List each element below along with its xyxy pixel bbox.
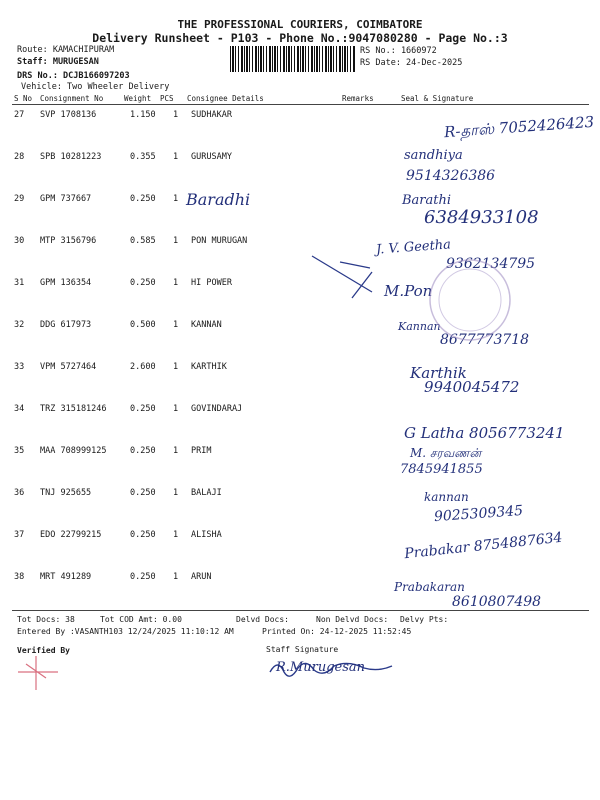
row-weight: 0.250 — [130, 194, 156, 204]
row-sno: 37 — [14, 530, 25, 540]
handwritten-signature: sandhiya — [404, 148, 463, 163]
row-consignment: SVP 1708136 — [40, 110, 97, 120]
total-docs: Tot Docs: 38 — [17, 615, 75, 624]
row-consignment: TRZ 315181246 — [40, 404, 107, 414]
row-consignment: MTP 3156796 — [40, 236, 97, 246]
handwritten-phone: 9940045472 — [424, 378, 520, 396]
row-consignee: HI POWER — [191, 278, 232, 288]
col-sno: S No — [14, 94, 33, 103]
staff-signature-label: Staff Signature — [266, 645, 339, 654]
row-weight: 0.250 — [130, 572, 156, 582]
entered-by: Entered By :VASANTH103 12/24/2025 11:10:12 AM — [17, 627, 234, 636]
staff-handwritten-signature: R.Murugesan — [276, 660, 366, 675]
row-sno: 34 — [14, 404, 25, 414]
row-consignee: ARUN — [191, 572, 212, 582]
handwritten-phone: 8677773718 — [440, 332, 530, 348]
row-consignee: PON MURUGAN — [191, 236, 248, 246]
runsheet-title: Delivery Runsheet - P103 - Phone No.:9047080280 - Page No.:3 — [92, 31, 508, 45]
row-weight: 0.585 — [130, 236, 156, 246]
office-stamp — [430, 260, 510, 340]
rs-number: RS No.: 1660972 — [360, 46, 437, 56]
row-consignment: MRT 491289 — [40, 572, 92, 582]
row-pcs: 1 — [173, 194, 179, 204]
col-seal-signature: Seal & Signature — [401, 94, 474, 103]
handwritten-signature: Prabakar 8754887634 — [403, 529, 564, 563]
row-pcs: 1 — [173, 404, 179, 414]
row-pcs: 1 — [173, 488, 179, 498]
row-consignment: DDG 617973 — [40, 320, 92, 330]
handwritten-name: Baradhi — [186, 190, 251, 209]
verified-by-label: Verified By — [17, 646, 70, 655]
row-sno: 29 — [14, 194, 25, 204]
row-consignee: ALISHA — [191, 530, 222, 540]
handwritten-signature: R-தாஸ் 7052426423 — [443, 112, 595, 142]
row-consignee: KANNAN — [191, 320, 222, 330]
handwritten-signature: Barathi — [402, 193, 452, 208]
row-sno: 36 — [14, 488, 25, 498]
col-weight: Weight — [124, 94, 152, 103]
row-sno: 28 — [14, 152, 25, 162]
handwritten-signature: kannan — [424, 490, 469, 504]
row-pcs: 1 — [173, 278, 179, 288]
row-weight: 0.250 — [130, 404, 156, 414]
row-weight: 0.250 — [130, 278, 156, 288]
row-consignment: GPM 136354 — [40, 278, 92, 288]
row-pcs: 1 — [173, 152, 179, 162]
handwritten-signature: Prabakaran — [394, 580, 465, 594]
handwritten-phone: 9025309345 — [433, 502, 524, 526]
route-text: Route: KAMACHIPURAM — [17, 45, 115, 55]
row-pcs: 1 — [173, 362, 179, 372]
verified-signature-mark — [18, 656, 58, 690]
row-weight: 0.355 — [130, 152, 156, 162]
non-delivered-docs: Non Delvd Docs: — [316, 615, 389, 624]
row-weight: 1.150 — [130, 110, 156, 120]
row-pcs: 1 — [173, 572, 179, 582]
footer-divider — [12, 610, 589, 611]
row-weight: 0.250 — [130, 530, 156, 540]
row-sno: 31 — [14, 278, 25, 288]
handwritten-phone: 9514326386 — [406, 168, 496, 184]
row-weight: 2.600 — [130, 362, 156, 372]
rs-date: RS Date: 24-Dec-2025 — [360, 58, 463, 68]
row-pcs: 1 — [173, 530, 179, 540]
row-consignee: KARTHIK — [191, 362, 227, 372]
handwritten-signature: Karthik — [410, 364, 467, 382]
row-sno: 38 — [14, 572, 25, 582]
vehicle-text: Vehicle: Two Wheeler Delivery — [21, 82, 170, 92]
company-title: THE PROFESSIONAL COURIERS, COIMBATORE — [177, 18, 423, 31]
pen-stroke-arrow — [312, 256, 372, 298]
row-sno: 33 — [14, 362, 25, 372]
delivered-docs: Delvd Docs: — [236, 615, 289, 624]
row-sno: 27 — [14, 110, 25, 120]
row-pcs: 1 — [173, 320, 179, 330]
row-weight: 0.250 — [130, 446, 156, 456]
handwritten-signature: Kannan — [398, 320, 441, 333]
handwritten-phone: 9362134795 — [446, 256, 536, 272]
row-consignee: BALAJI — [191, 488, 222, 498]
handwritten-phone: 7845941855 — [400, 462, 483, 477]
handwritten-signature: M. சரவணன் — [410, 446, 482, 460]
row-sno: 30 — [14, 236, 25, 246]
staff-text: Staff: MURUGESAN — [17, 57, 99, 67]
row-consignment: TNJ 925655 — [40, 488, 92, 498]
handwritten-signature: G Latha 8056773241 — [404, 424, 565, 442]
drs-number: DRS No.: DCJB166097203 — [17, 71, 130, 81]
row-pcs: 1 — [173, 110, 179, 120]
printed-on: Printed On: 24-12-2025 11:52:45 — [262, 627, 412, 636]
col-pcs: PCS — [160, 94, 174, 103]
col-remarks: Remarks — [342, 94, 374, 103]
row-consignment: GPM 737667 — [40, 194, 92, 204]
row-pcs: 1 — [173, 446, 179, 456]
handwritten-signature: M.Pon — [384, 282, 433, 300]
row-pcs: 1 — [173, 236, 179, 246]
row-consignee: GOVINDARAJ — [191, 404, 243, 414]
row-consignment: MAA 708999125 — [40, 446, 107, 456]
handwritten-phone: 6384933108 — [424, 207, 539, 228]
total-cod-amount: Tot COD Amt: 0.00 — [100, 615, 182, 624]
col-consignee: Consignee Details — [187, 94, 264, 103]
row-consignee: GURUSAMY — [191, 152, 232, 162]
row-consignment: SPB 10281223 — [40, 152, 102, 162]
handwritten-signature: J. V. Geetha — [375, 237, 452, 258]
handwritten-phone: 8610807498 — [452, 594, 542, 610]
row-consignee: PRIM — [191, 446, 212, 456]
row-weight: 0.500 — [130, 320, 156, 330]
row-consignee: SUDHAKAR — [191, 110, 232, 120]
row-consignment: VPM 5727464 — [40, 362, 97, 372]
col-consignment: Consignment No — [40, 94, 104, 103]
row-consignment: EDO 22799215 — [40, 530, 102, 540]
row-sno: 32 — [14, 320, 25, 330]
delivery-points: Delvy Pts: — [400, 615, 449, 624]
row-sno: 35 — [14, 446, 25, 456]
row-weight: 0.250 — [130, 488, 156, 498]
